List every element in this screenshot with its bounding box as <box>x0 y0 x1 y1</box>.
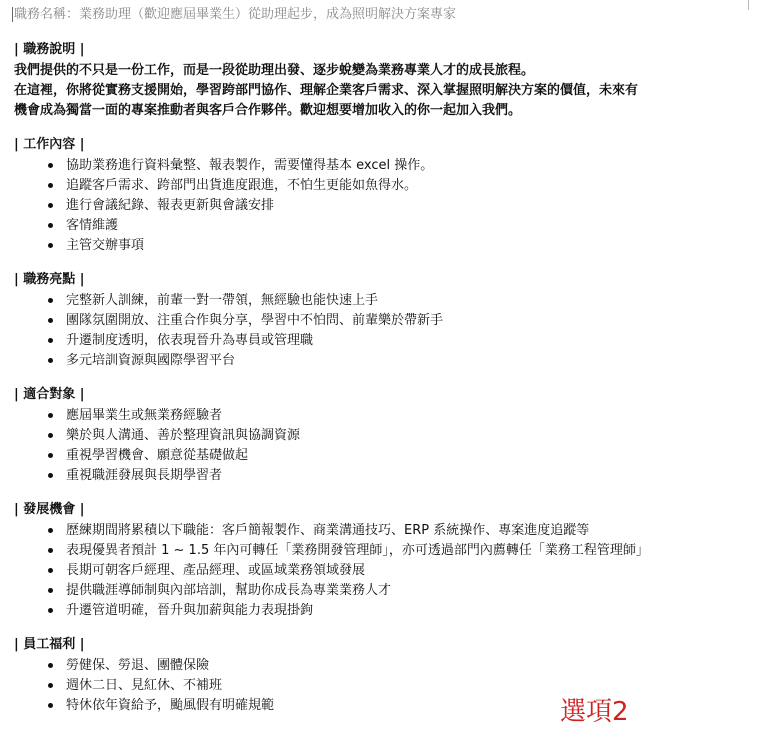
section-employee-benefits <box>14 635 749 716</box>
page-edge-rule <box>748 0 749 10</box>
bullet-icon <box>48 608 53 613</box>
list-item <box>48 601 749 621</box>
list-item <box>48 216 749 236</box>
bullet-icon <box>48 163 53 168</box>
list-item-text: 特休依年資給予，颱風假有明確規範 <box>66 698 275 713</box>
bullet-icon <box>48 568 53 573</box>
bullet-icon <box>48 663 53 668</box>
intro-paragraph-line: 我們提供的不只是一份工作，而是一段從助理出發、逐步蛻變為業務專業人才的成長旅程。 <box>14 63 535 78</box>
bullet-icon <box>48 203 53 208</box>
list-item <box>48 656 749 676</box>
list-item <box>48 156 749 176</box>
list-item-text: 勞健保、勞退、團體保險 <box>66 658 210 673</box>
section-heading: | 職務亮點 | <box>14 272 85 287</box>
bullet-icon <box>48 338 53 343</box>
list-item <box>48 426 749 446</box>
list-item-text: 追蹤客戶需求、跨部門出貨進度跟進，不怕生更能如魚得水。 <box>66 178 418 193</box>
document-body <box>14 40 749 730</box>
list-item <box>48 466 749 486</box>
bullet-icon <box>48 548 53 553</box>
list-item-text: 提供職涯導師制與內部培訓，幫助你成長為專業業務人才 <box>66 583 392 598</box>
bullet-icon <box>48 528 53 533</box>
bullet-icon <box>48 243 53 248</box>
bullet-list <box>14 656 749 716</box>
bullet-icon <box>48 318 53 323</box>
bullet-list <box>14 291 749 371</box>
list-item-text: 表現優異者預計 1 ~ 1.5 年內可轉任「業務開發管理師」，亦可透過部門內薦轉任「業務工程管理師」 <box>66 543 649 558</box>
job-title-line[interactable] <box>12 4 747 26</box>
section-heading: | 發展機會 | <box>14 502 85 517</box>
bullet-icon <box>48 473 53 478</box>
list-item <box>48 311 749 331</box>
bullet-icon <box>48 433 53 438</box>
list-item <box>48 581 749 601</box>
list-item-text: 升遷制度透明，依表現晉升為專員或管理職 <box>66 333 314 348</box>
list-item <box>48 351 749 371</box>
list-item <box>48 696 749 716</box>
bullet-icon <box>48 183 53 188</box>
list-item <box>48 446 749 466</box>
bullet-icon <box>48 683 53 688</box>
intro-paragraph-line: 機會成為獨當一面的專案推動者與客戶合作夥伴。歡迎想要增加收入的你一起加入我們。 <box>14 103 522 118</box>
section-job-content <box>14 135 749 256</box>
list-item-text: 週休二日、見紅休、不補班 <box>66 678 223 693</box>
list-item-text: 多元培訓資源與國際學習平台 <box>66 353 236 368</box>
list-item-text: 重視學習機會、願意從基礎做起 <box>66 448 249 463</box>
bullet-list <box>14 156 749 256</box>
option-label: 選項2 <box>560 697 629 727</box>
list-item <box>48 291 749 311</box>
list-item <box>48 406 749 426</box>
list-item-text: 重視職涯發展與長期學習者 <box>66 468 223 483</box>
section-heading: | 員工福利 | <box>14 637 85 652</box>
list-item-text: 主管交辦事項 <box>66 238 145 253</box>
intro-paragraph-line: 在這裡，你將從實務支援開始，學習跨部門協作、理解企業客戶需求、深入掌握照明解決方案的價值，未來有 <box>14 83 639 98</box>
bullet-icon <box>48 298 53 303</box>
list-item-text: 完整新人訓練，前輩一對一帶領，無經驗也能快速上手 <box>66 293 379 308</box>
bullet-icon <box>48 703 53 708</box>
list-item-text: 團隊氛圍開放、注重合作與分享，學習中不怕問、前輩樂於帶新手 <box>66 313 444 328</box>
list-item <box>48 331 749 351</box>
bullet-list <box>14 406 749 486</box>
list-item-text: 樂於與人溝通、善於整理資訊與協調資源 <box>66 428 301 443</box>
section-job-description <box>14 40 749 121</box>
bullet-icon <box>48 453 53 458</box>
list-item-text: 應屆畢業生或無業務經驗者 <box>66 408 223 423</box>
list-item <box>48 676 749 696</box>
list-item-text: 協助業務進行資料彙整、報表製作，需要懂得基本 excel 操作。 <box>66 158 434 173</box>
bullet-list <box>14 521 749 621</box>
bullet-icon <box>48 588 53 593</box>
bullet-icon <box>48 358 53 363</box>
bullet-icon <box>48 223 53 228</box>
job-title-text: 職務名稱：業務助理（歡迎應屆畢業生）從助理起步，成為照明解決方案專家 <box>14 7 457 22</box>
list-item <box>48 236 749 256</box>
list-item-text: 歷練期間將累積以下職能：客戶簡報製作、商業溝通技巧、ERP 系統操作、專案進度追蹤等 <box>66 523 590 538</box>
list-item-text: 升遷管道明確，晉升與加薪與能力表現掛鉤 <box>66 603 314 618</box>
section-heading: | 工作內容 | <box>14 137 85 152</box>
section-heading: | 職務說明 | <box>14 42 85 57</box>
list-item <box>48 521 749 541</box>
list-item <box>48 196 749 216</box>
bullet-icon <box>48 413 53 418</box>
list-item <box>48 561 749 581</box>
list-item-text: 長期可朝客戶經理、產品經理、或區域業務領域發展 <box>66 563 366 578</box>
section-target-candidates <box>14 385 749 486</box>
section-career-development <box>14 500 749 621</box>
text-cursor <box>12 7 13 22</box>
list-item <box>48 176 749 196</box>
list-item-text: 進行會議紀錄、報表更新與會議安排 <box>66 198 275 213</box>
section-highlights <box>14 270 749 371</box>
list-item-text: 客情維護 <box>66 218 119 233</box>
list-item <box>48 541 749 561</box>
section-heading: | 適合對象 | <box>14 387 85 402</box>
